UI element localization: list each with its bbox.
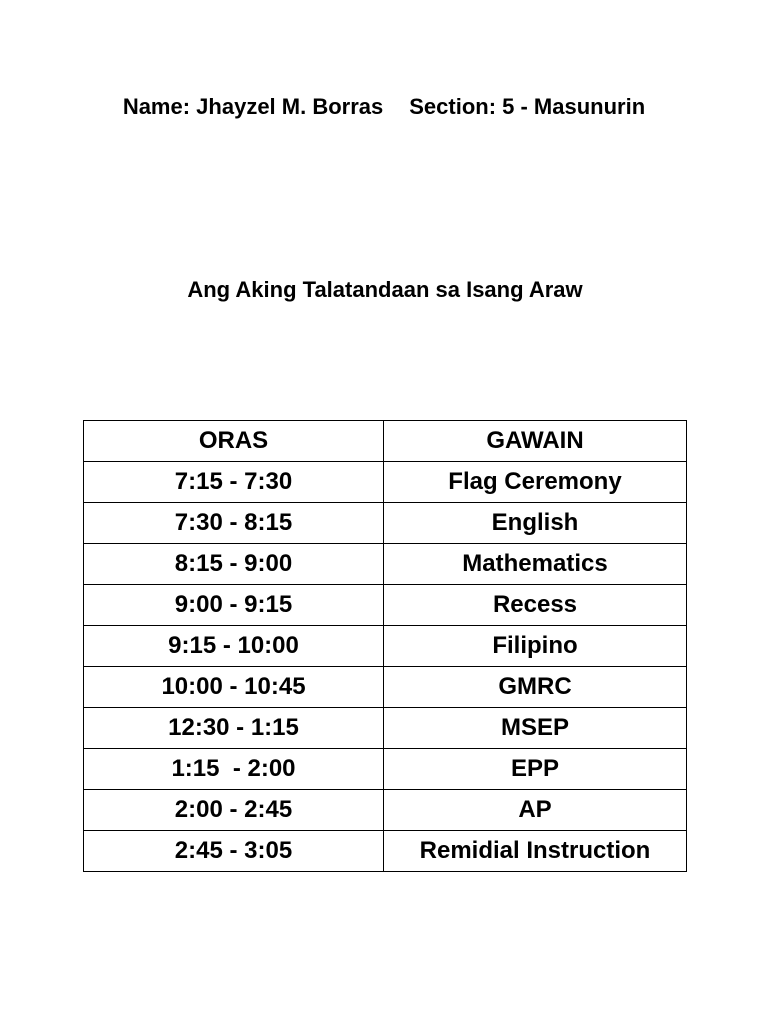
table-row <box>84 749 687 790</box>
schedule-table <box>83 420 687 872</box>
activity-cell: EPP <box>384 749 687 790</box>
table-header-row <box>84 421 687 462</box>
student-section: Section: 5 - Masunurin <box>409 94 646 119</box>
table-row <box>84 544 687 585</box>
activity-cell: Flag Ceremony <box>384 462 687 503</box>
activity-cell: Filipino <box>384 626 687 667</box>
activity-cell: MSEP <box>384 708 687 749</box>
student-info-line <box>0 94 768 120</box>
time-cell: 2:45 - 3:05 <box>84 831 384 872</box>
time-cell: 1:15 - 2:00 <box>84 749 384 790</box>
time-cell: 9:15 - 10:00 <box>84 626 384 667</box>
table-row <box>84 585 687 626</box>
activity-cell: GMRC <box>384 667 687 708</box>
time-cell: 7:15 - 7:30 <box>84 462 384 503</box>
activity-cell: Mathematics <box>384 544 687 585</box>
time-cell: 7:30 - 8:15 <box>84 503 384 544</box>
table-row <box>84 790 687 831</box>
activity-cell: English <box>384 503 687 544</box>
table-row <box>84 462 687 503</box>
student-name: Name: Jhayzel M. Borras <box>122 94 384 119</box>
column-header-time: ORAS <box>84 421 384 462</box>
time-cell: 12:30 - 1:15 <box>84 708 384 749</box>
activity-cell: AP <box>384 790 687 831</box>
document-title: Ang Aking Talatandaan sa Isang Araw <box>187 277 583 302</box>
table-row <box>84 831 687 872</box>
table-row <box>84 503 687 544</box>
activity-cell: Remidial Instruction <box>384 831 687 872</box>
column-header-activity: GAWAIN <box>384 421 687 462</box>
table-row <box>84 626 687 667</box>
time-cell: 2:00 - 2:45 <box>84 790 384 831</box>
time-cell: 8:15 - 9:00 <box>84 544 384 585</box>
time-cell: 9:00 - 9:15 <box>84 585 384 626</box>
table-row <box>84 708 687 749</box>
table-row <box>84 667 687 708</box>
time-cell: 10:00 - 10:45 <box>84 667 384 708</box>
activity-cell: Recess <box>384 585 687 626</box>
